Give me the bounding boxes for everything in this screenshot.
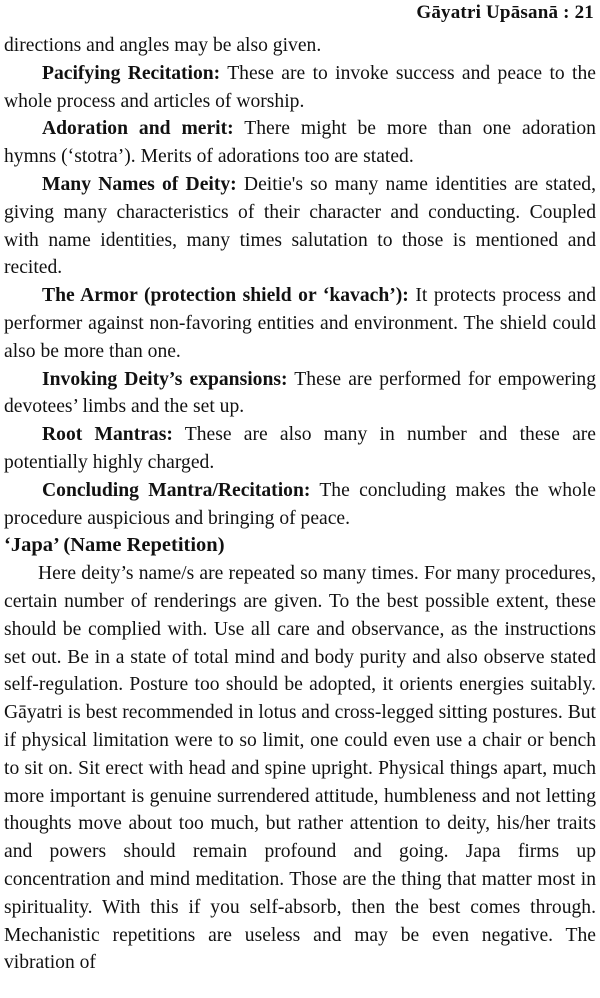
- entry-term: The Armor (protection shield or ‘kavach’):: [42, 285, 409, 307]
- entry-concluding-mantra: [4, 477, 596, 533]
- entry-text: These are to invoke success and peace to the whole process and articles of worship.: [4, 62, 596, 112]
- entry-text: These are also many in number and these are potentially highly charged.: [4, 424, 597, 473]
- entry-term: Many Names of Deity:: [42, 173, 237, 195]
- entry-text: The concluding makes the whole procedure auspicious and bringing of peace.: [4, 479, 596, 529]
- entry-text: There might be more than one adoration hymns (‘stotra’). Merits of adorations too are stated.: [4, 118, 596, 168]
- japa-paragraph: Here deity’s name/s are repeated so many times. For many procedures, certain number of renderings are given. To the best possible extent, these should be complied with. Use all care and observance, as the instructions set out. Be in a state of total mind and body purity and also observe stated self-regulation. Posture too should be adopted, it orients energies suitably. Gāyatri is best recommended in lotus and cross-legged sitting postures. But if physical limitation were to so limit, one could even use a chair or bench to sit on. Sit erect with head and spine upright. Physical things apart, much more important is genuine surrendered attitude, humbleness and not letting thoughts move about too much, but rather attention to deity, his/her traits and powers should remain profound and going. Japa firms up concentration and mind meditation. Those are the thing that matter most in spirituality. With this if you self-absorb, then the best comes through. Mechanistic repetitions are useless and may be even negative. The vibration of: [4, 563, 596, 974]
- entry-term: Concluding Mantra/Recitation:: [42, 479, 311, 501]
- entry-text: These are performed for empowering devotees’ limbs and the set up.: [4, 368, 596, 418]
- entry-pacifying-recitation: [4, 60, 596, 116]
- entry-root-mantras: [4, 421, 596, 477]
- entry-term: Invoking Deity’s expansions:: [42, 368, 288, 390]
- entry-many-names-of-deity: [4, 171, 596, 282]
- entry-text: It protects process and performer against non-favoring entities and environment. The shield could also be more than one.: [4, 285, 597, 362]
- entry-term: Pacifying Recitation:: [42, 62, 221, 84]
- section-heading: ‘Japa’ (Name Repetition): [4, 534, 225, 557]
- entry-term: Root Mantras:: [42, 424, 173, 446]
- entry-invoking-expansions: [4, 366, 596, 422]
- entry-text: Deitie's so many name identities are stated, giving many characteristics of their character and conducting. Coupled with name identities, many times salutation to those is mentioned and recited.: [4, 173, 596, 279]
- running-header: Gāyatri Upāsanā : 21: [416, 2, 594, 23]
- continuation-text: directions and angles may be also given.: [4, 35, 322, 56]
- page-content: [4, 32, 596, 977]
- entry-the-armor: [4, 282, 596, 365]
- entry-term: Adoration and merit:: [42, 118, 234, 140]
- entry-adoration-and-merit: [4, 115, 596, 171]
